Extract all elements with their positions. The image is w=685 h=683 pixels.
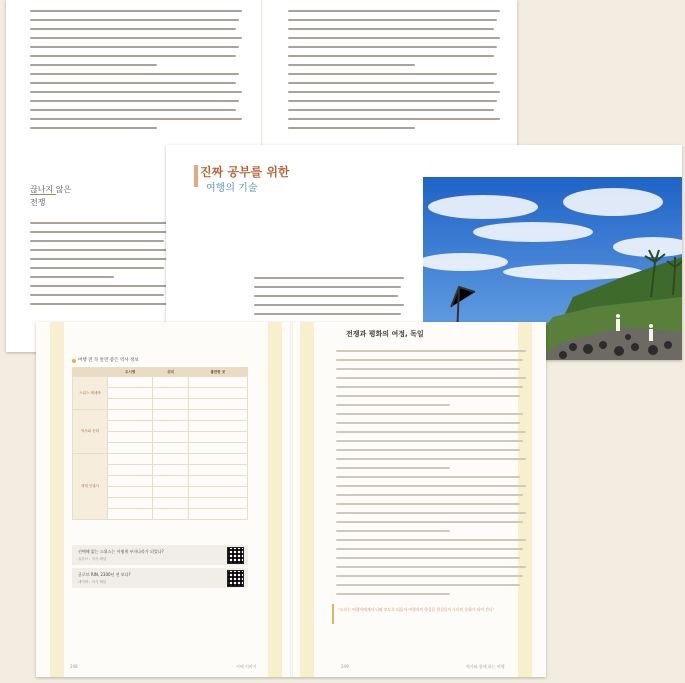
text-line: [336, 395, 520, 397]
back-subheading-line2: 전쟁: [30, 198, 46, 207]
qr-question-source: 네이버 : 지식 채널: [78, 580, 107, 584]
text-line: [30, 91, 242, 93]
text-line: [336, 458, 526, 460]
front-book-spread: [36, 322, 546, 677]
text-line: [254, 286, 401, 288]
text-line: [288, 118, 500, 120]
text-line: [30, 258, 167, 260]
text-line: [30, 64, 157, 66]
text-line: [336, 530, 450, 532]
text-line: [288, 19, 497, 21]
text-line: [336, 467, 450, 469]
text-line: [336, 368, 520, 370]
text-line: [30, 82, 236, 84]
left-margin-band: [50, 322, 64, 677]
text-line: [336, 494, 523, 496]
text-line: [336, 575, 523, 577]
text-line: [30, 19, 239, 21]
chapter-title-line2: 여행의 기술: [206, 183, 258, 194]
chapter-title-line1: 진짜 공부를 위한: [200, 165, 290, 179]
text-line: [288, 28, 494, 30]
text-line: [336, 350, 526, 352]
text-line: [30, 240, 164, 242]
table-category: 스위스 제네바: [73, 377, 108, 410]
text-line: [30, 118, 242, 120]
text-line: [336, 512, 526, 514]
qr-code-icon: [227, 570, 244, 587]
text-line: [336, 485, 526, 487]
text-line: [336, 584, 520, 586]
text-line: [336, 476, 520, 478]
qr-question-text: 글로브 RIN, 2300년 전 보다?: [78, 572, 131, 577]
text-line: [30, 276, 114, 278]
text-line: [30, 249, 170, 251]
text-line: [288, 91, 500, 93]
text-line: [30, 294, 164, 296]
text-line: [336, 503, 520, 505]
text-line: [288, 82, 494, 84]
text-line: [336, 440, 523, 442]
inner-left-band: [268, 322, 282, 677]
text-line: [288, 10, 500, 12]
back-subheading-line1: 끊나지 않은: [30, 185, 72, 194]
text-line: [30, 28, 236, 30]
qr-question-text: 선택해 없는 스위스는 어떻게 부자나라가 되었나?: [78, 549, 164, 554]
title-accent-bar: [194, 165, 198, 187]
text-line: [336, 593, 450, 595]
text-line: [336, 431, 526, 433]
text-line: [30, 267, 164, 269]
text-line: [30, 10, 242, 12]
section-title: 전쟁과 평화의 여정, 독일: [346, 330, 424, 338]
text-line: [288, 46, 497, 48]
text-line: [336, 413, 523, 415]
pull-quote: “도보는 여행자에게서 나와 보도로 되돌아 여행자의 한걸음 한걸음이 우리의 문화가 되어 간다”: [338, 607, 495, 612]
text-line: [336, 449, 520, 451]
text-line: [336, 377, 526, 379]
table-header-sights: 볼만한 곳: [188, 368, 247, 377]
text-line: [30, 303, 170, 305]
text-line: [288, 55, 494, 57]
text-line: [30, 46, 239, 48]
page-number-right: 249: [341, 664, 349, 669]
text-line: [254, 295, 398, 297]
quote-rule: [332, 604, 334, 624]
text-line: [30, 109, 236, 111]
page-number-left: 248: [70, 664, 78, 669]
text-line: [30, 55, 236, 57]
inner-right-band: [300, 322, 314, 677]
text-line: [288, 100, 497, 102]
text-line: [336, 404, 450, 406]
text-line: [288, 37, 500, 39]
text-line: [336, 521, 523, 523]
text-line: [254, 304, 404, 306]
qr-question-source: 유투브 : 지식 채널: [78, 557, 107, 561]
text-line: [30, 100, 239, 102]
text-line: [288, 73, 497, 75]
text-line: [288, 127, 415, 129]
text-line: [336, 386, 523, 388]
text-line: [254, 277, 404, 279]
text-line: [254, 313, 401, 315]
footer-left: 지혜 이야기: [236, 664, 257, 669]
history-info-table: [72, 367, 248, 520]
text-line: [30, 37, 242, 39]
subheading-rule: [30, 194, 56, 195]
text-line: [336, 539, 526, 541]
book-fold: [290, 322, 293, 677]
table-category: 역사와 문화: [73, 410, 108, 454]
footer-right: 역사와 함께 하는 여행: [466, 664, 505, 669]
text-line: [30, 222, 170, 224]
table-header-city: 도시명: [108, 368, 153, 377]
table-title: 여행 전 꼭 알면 좋은 역사 정보: [78, 358, 139, 363]
qr-code-icon: [227, 547, 244, 564]
table-header-empty: [73, 368, 108, 377]
text-line: [336, 422, 520, 424]
table-title-bullet: [72, 359, 76, 363]
text-line: [288, 109, 494, 111]
text-line: [336, 359, 523, 361]
table-header-location: 위치: [153, 368, 188, 377]
table-category: 세계 인권사: [73, 454, 108, 520]
right-margin-band: [518, 322, 532, 677]
text-line: [336, 557, 520, 559]
text-line: [288, 64, 415, 66]
text-line: [30, 285, 167, 287]
qr-question-box: [72, 545, 248, 565]
text-line: [30, 73, 239, 75]
text-line: [336, 566, 526, 568]
qr-question-box: [72, 568, 248, 588]
text-line: [30, 127, 157, 129]
text-line: [336, 548, 523, 550]
text-line: [30, 231, 167, 233]
